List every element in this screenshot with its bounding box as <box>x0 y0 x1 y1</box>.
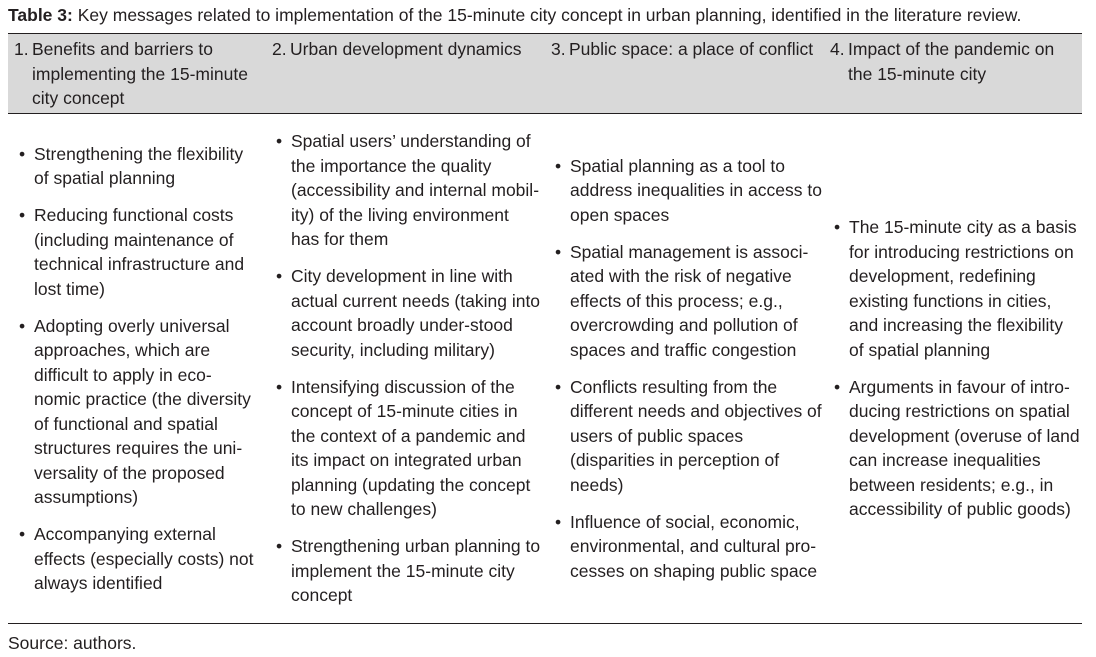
column-1-body <box>16 114 258 623</box>
column-header-text: Urban development dynamics <box>290 39 522 59</box>
bullet-icon: • <box>19 205 26 225</box>
column-header-text: Impact of the pandemic on the 15-minute city <box>848 39 1055 84</box>
list-item: • Influence of social, economic, environmental, and cultural pro-cesses on shaping public space <box>555 511 818 581</box>
bullet-icon: • <box>555 376 562 397</box>
bullet-icon: • <box>555 241 562 262</box>
column-header-number: 1. <box>14 39 29 59</box>
column-header-3 <box>551 37 821 62</box>
list-item: • City development in line with actual current needs (taking into account broadly under-stood security, including military) <box>276 266 541 360</box>
column-header-2 <box>272 37 542 62</box>
bullet-icon: • <box>834 217 841 238</box>
bullet-icon: • <box>276 131 283 152</box>
list-item: • Adopting overly universal approaches, which are difficult to apply in eco-nomic practice (the diversity of functional and spatial structures requires the uni-versality of the proposed assumptions) <box>19 315 251 507</box>
caption-label: Table 3: <box>8 5 73 25</box>
list-item: • Accompanying external effects (especially costs) not always identified <box>19 524 254 593</box>
bullet-icon: • <box>834 376 841 397</box>
bullet-icon: • <box>276 266 283 287</box>
source-note: Source: authors. <box>8 633 137 653</box>
column-header-text: Benefits and barriers to implementing the 15-minute city concept <box>32 39 248 108</box>
list-item: • Spatial planning as a tool to address inequalities in access to open spaces <box>555 155 822 225</box>
column-header-text: Public space: a place of conflict <box>569 39 814 59</box>
list-item: • Spatial management is associ-ated with the risk of negative effects of this process; e.g., overcrowding and pollution of spaces and traffic congestion <box>555 241 809 360</box>
column-3-body <box>552 114 822 623</box>
list-item: • Intensifying discussion of the concept of 15-minute cities in the context of a pandemic and its impact on integrated urban planning (updating the concept to new challenges) <box>276 376 531 520</box>
column-header-number: 4. <box>830 39 845 59</box>
list-item: • Arguments in favour of intro-ducing restrictions on spatial development (overuse of land can increase inequalities between residents; e.g., in accessibility of public goods) <box>834 376 1080 520</box>
list-item: • Strengthening the flexibility of spatial planning <box>19 143 244 188</box>
caption-text: Key messages related to implementation of the 15-minute city concept in urban planning, identified in the literature review. <box>77 5 1022 25</box>
column-header-number: 3. <box>551 39 566 59</box>
list-item: • Conflicts resulting from the different needs and objectives of users of public spaces (disparities in perception of needs) <box>555 376 822 495</box>
bullet-icon: • <box>276 536 283 557</box>
column-header-4 <box>830 37 1070 86</box>
bullet-icon: • <box>19 524 26 544</box>
column-header-1 <box>14 37 264 111</box>
column-2-body <box>273 114 541 623</box>
column-header-number: 2. <box>272 39 287 59</box>
list-item: • Strengthening urban planning to implement the 15-minute city concept <box>276 536 541 606</box>
list-item: • Spatial users’ understanding of the importance the quality (accessibility and internal mobil-ity) of the living environment has for them <box>276 131 540 250</box>
column-4-body <box>831 114 1081 623</box>
table-caption <box>8 4 1088 26</box>
bullet-icon: • <box>555 511 562 532</box>
table-bottom-rule <box>8 623 1082 624</box>
bullet-icon: • <box>555 155 562 176</box>
bullet-icon: • <box>19 143 26 164</box>
list-item: • Reducing functional costs (including maintenance of technical infrastructure and lost time) <box>19 205 245 299</box>
bullet-icon: • <box>276 376 283 397</box>
bullet-icon: • <box>19 315 26 336</box>
list-item: • The 15-minute city as a basis for introducing restrictions on development, redefining existing functions in cities, and increasing the flexibility of spatial planning <box>834 217 1077 360</box>
